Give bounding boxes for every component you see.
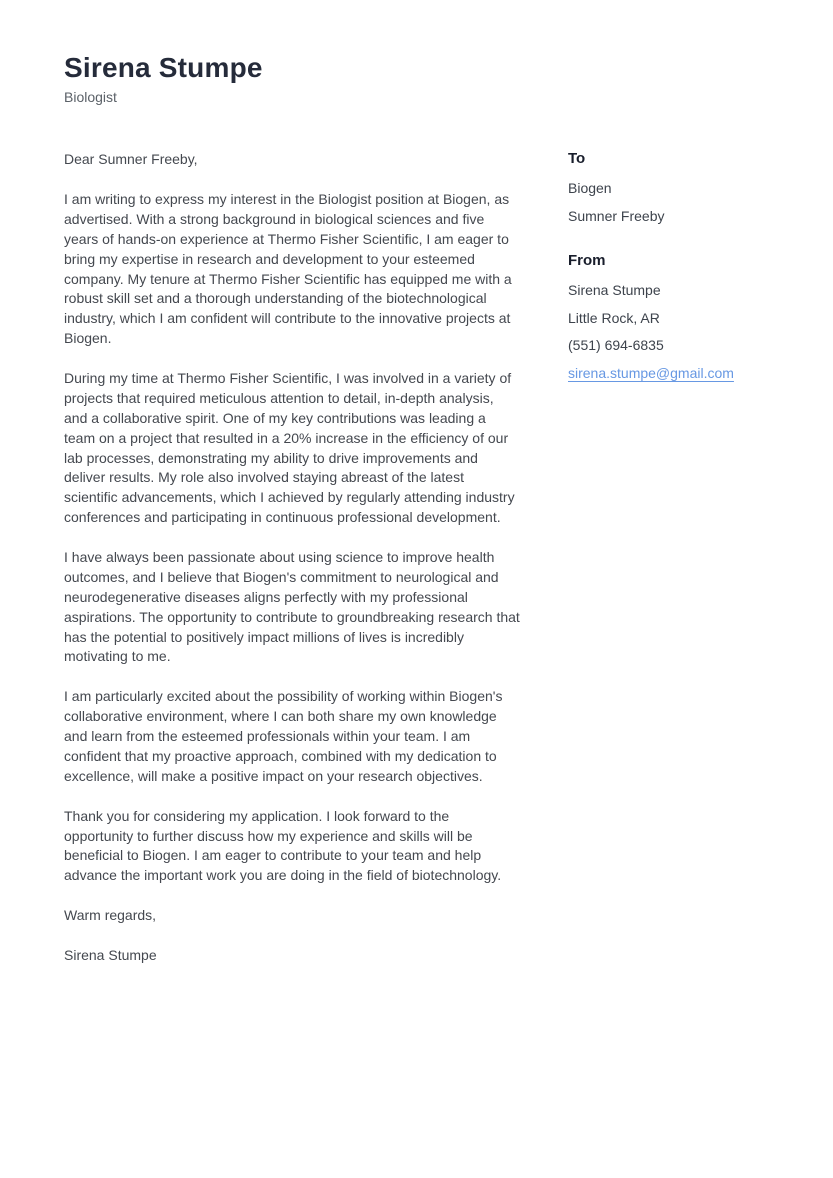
letter-paragraph: Thank you for considering my application. I look forward to the opportunity to further discuss how my experience and skills will be beneficial to Biogen. I am eager to contribute to your team and help advance the important work you are doing in the field of biotechnology. xyxy=(64,807,502,884)
letter-paragraph: I am writing to express my interest in the Biologist position at Biogen, as advertised. With a strong background in biological sciences and five years of hands-on experience at Thermo Fisher Scientific, I am eager to bring my expertise in research and development to your esteemed company. My tenure at Thermo Fisher Scientific has equipped me with a robust skill set and a thorough understanding of the biotechnological industry, which I am confident will contribute to the innovative projects at Biogen. xyxy=(64,191,512,347)
from-section xyxy=(568,252,768,382)
page-title: Sirena Stumpe xyxy=(64,52,263,83)
letter-salutation: Dear Sumner Freeby, xyxy=(64,151,198,168)
to-heading: To xyxy=(568,150,586,168)
letter-signature: Sirena Stumpe xyxy=(64,947,157,964)
letter-content xyxy=(64,150,520,966)
sender-phone: (551) 694-6835 xyxy=(568,337,664,354)
letter-body-layout xyxy=(64,150,783,966)
to-section xyxy=(568,150,768,225)
letter-paragraph: I am particularly excited about the possibility of working within Biogen's collaborative environment, where I can both share my own knowledge and learn from the esteemed professionals within your team. I am confident that my proactive approach, combined with my dedication to excellence, will make a positive impact on your research objectives. xyxy=(64,688,503,784)
recipient-company: Biogen xyxy=(568,180,612,197)
recipient-name: Sumner Freeby xyxy=(568,207,665,224)
job-title: Biologist xyxy=(64,89,117,106)
sender-name: Sirena Stumpe xyxy=(568,282,661,299)
letter-paragraph: During my time at Thermo Fisher Scientific, I was involved in a variety of projects that required meticulous attention to detail, in-depth analysis, and a collaborative spirit. One of my key contributions was leading a team on a project that resulted in a 20% increase in the efficiency of our lab processes, demonstrating my ability to drive improvements and deliver results. My role also involved staying abreast of the latest scientific advancements, which I achieved by regularly attending industry conferences and participating in continuous professional development. xyxy=(64,370,515,526)
letter-closing: Warm regards, xyxy=(64,907,157,924)
letter-header xyxy=(64,52,783,105)
sender-email-link[interactable]: sirena.stumpe@gmail.com xyxy=(568,364,734,381)
sender-location: Little Rock, AR xyxy=(568,309,660,326)
contact-sidebar xyxy=(568,150,768,382)
letter-paragraph: I have always been passionate about using science to improve health outcomes, and I believe that Biogen's commitment to neurological and neurodegenerative diseases aligns perfectly with my professional aspirations. The opportunity to contribute to groundbreaking research that has the potential to positively impact millions of lives is incredibly motivating to me. xyxy=(64,549,520,665)
from-heading: From xyxy=(568,252,606,270)
